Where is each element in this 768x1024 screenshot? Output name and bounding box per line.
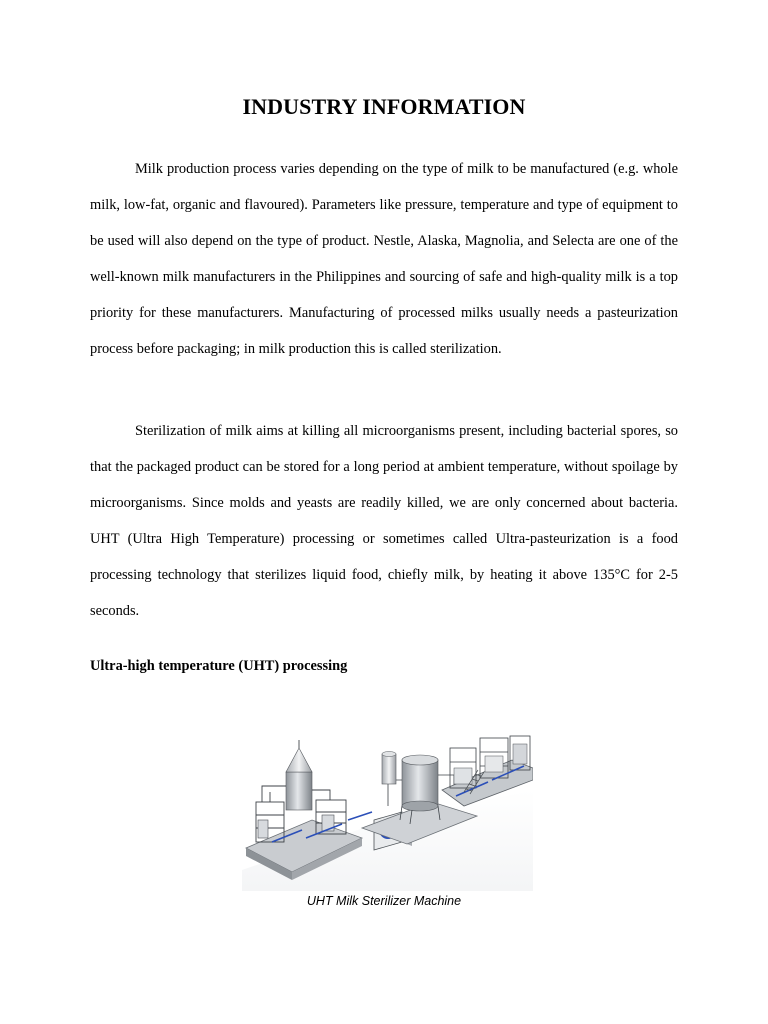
uht-machine-figure <box>242 720 533 891</box>
uht-machine-illustration <box>242 720 533 891</box>
section-heading-uht: Ultra-high temperature (UHT) processing <box>90 658 348 674</box>
paragraph-sterilization: Sterilization of milk aims at killing all microorganisms present, including bacterial spores, so that the packaged product can be stored for a long period at ambient temperature, without spoilage by microorganisms. Since molds and yeasts are readily killed, we are only concerned about bacteria. UHT (Ultra High Temperature) processing or sometimes called Ultra-pasteurization is a food processing technology that sterilizes liquid food, chiefly milk, by heating it above 135°C for 2-5 seconds. <box>90 423 678 619</box>
figure-caption: UHT Milk Sterilizer Machine <box>306 894 462 908</box>
page-title: INDUSTRY INFORMATION <box>242 94 526 119</box>
paragraph-milk-production: Milk production process varies depending on the type of milk to be manufactured (e.g. whole milk, low-fat, organic and flavoured). Parameters like pressure, temperature and type of equipment to be used will also depend on the type of product. Nestle, Alaska, Magnolia, and Selecta are one of the well-known milk manufacturers in the Philippines and sourcing of safe and high-quality milk is a top priority for these manufacturers. Manufacturing of processed milks usually needs a pasteurization process before packaging; in milk production this is called sterilization. <box>90 161 678 357</box>
